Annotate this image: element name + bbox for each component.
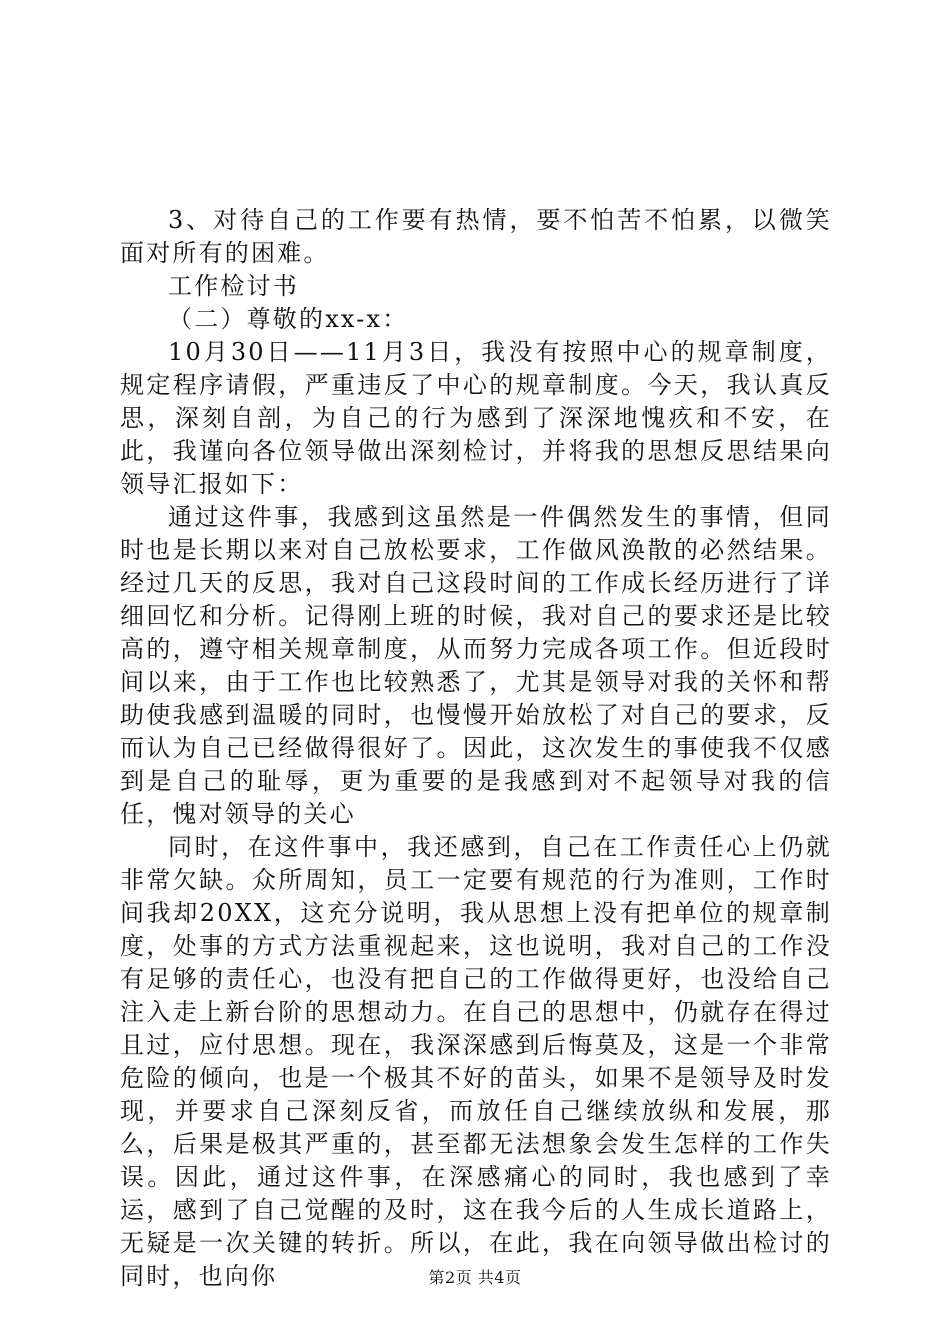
paragraph-reflection: 通过这件事，我感到这虽然是一件偶然发生的事情，但同时也是长期以来对自己放松要求，工作做风涣散的必然结果。经过几天的反思，我对自己这段时间的工作成长经历进行了详细回忆和分析。记得刚上班的时候，我对自己的要求还是比较高的，遵守相关规章制度，从而努力完成各项工作。但近段时间以来，由于工作也比较熟悉了，尤其是领导对我的关怀和帮助使我感到温暖的同时，也慢慢开始放松了对自己的要求，反而认为自己已经做得很好了。因此，这次发生的事使我不仅感到是自己的耻辱，更为重要的是我感到对不起领导对我的信任，愧对领导的关心 bbox=[120, 503, 832, 828]
paragraph-enthusiasm-point: 3、对待自己的工作要有热情，要不怕苦不怕累，以微笑面对所有的困难。 bbox=[120, 206, 832, 267]
salutation: （二）尊敬的xx-x： bbox=[168, 305, 409, 333]
document-body bbox=[120, 204, 832, 1293]
paragraph-responsibility: 同时，在这件事中，我还感到，自己在工作责任心上仍就非常欠缺。众所周知，员工一定要有规范的行为准则，工作时间我却20XX，这充分说明，我从思想上没有把单位的规章制度，处事的方式方法重视起来，这也说明，我对自己的工作没有足够的责任心，也没有把自己的工作做得更好，也没给自己注入走上新台阶的思想动力。在自己的思想中，仍就存在得过且过，应付思想。现在，我深深感到后悔莫及，这是一个非常危险的倾向，也是一个极其不好的苗头，如果不是领导及时发现，并要求自己深刻反省，而放任自己继续放纵和发展，那么，后果是极其严重的，甚至都无法想象会发生怎样的工作失误。因此，通过这件事，在深感痛心的同时，我也感到了幸运，感到了自己觉醒的及时，这在我今后的人生成长道路上，无疑是一次关键的转折。所以，在此，我在向领导做出检讨的同时，也向你 bbox=[120, 833, 832, 1290]
page-number-footer: 第2页 共4页 bbox=[428, 1268, 522, 1287]
paragraph-incident: 10月30日——11月3日，我没有按照中心的规章制度，规定程序请假，严重违反了中心的规章制度。今天，我认真反思，深刻自剖，为自己的行为感到了深深地愧疚和不安，在此，我谨向各位领导做出深刻检讨，并将我的思想反思结果向领导汇报如下： bbox=[120, 338, 832, 498]
section-heading: 工作检讨书 bbox=[168, 272, 299, 300]
